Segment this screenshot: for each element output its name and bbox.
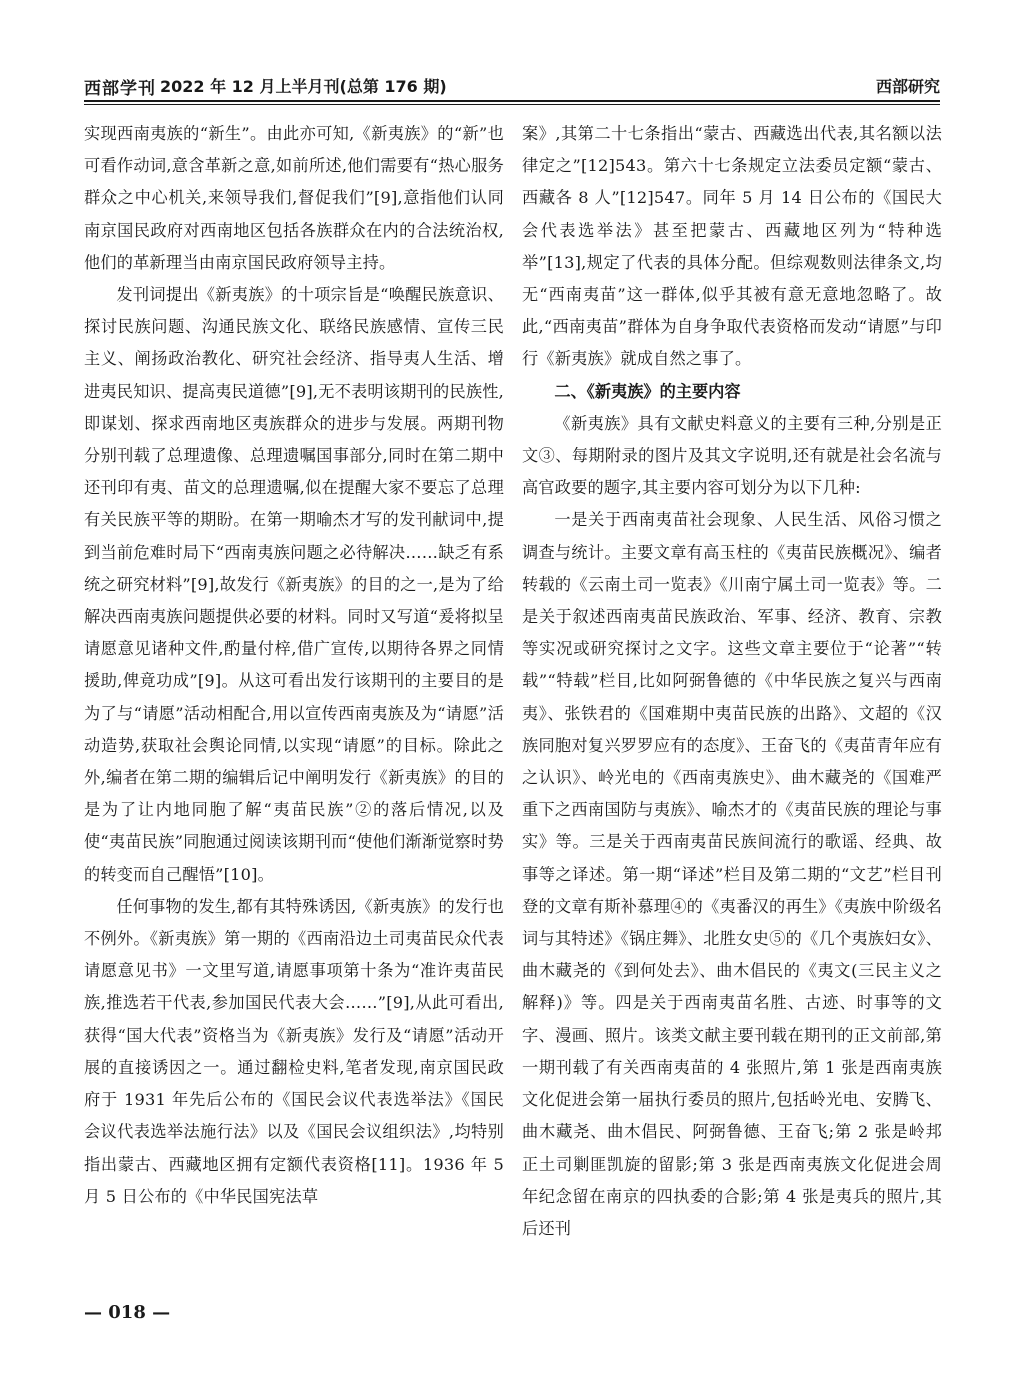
header-rule-thick	[84, 100, 940, 102]
paragraph: 《新夷族》具有文献史料意义的主要有三种,分别是正文③、每期附录的图片及其文字说明,还有就是社会名流与高官政要的题字,其主要内容可划分为以下几种:	[522, 413, 942, 498]
right-column	[522, 118, 942, 1278]
section-name: 西部研究	[875, 77, 940, 96]
journal-logo: 西部学刊	[84, 79, 156, 99]
running-header	[84, 72, 940, 98]
paragraph: 实现西南夷族的“新生”。由此亦可知,《新夷族》的“新”也可看作动词,意含革新之意,如前所述,他们需要有“热心服务群众之中心机关,来领导我们,督促我们”[9],意指他们认同南京国民政府对西南地区包括各族群众在内的合法统治权,他们的革新理当由南京国民政府领导主持。	[84, 124, 504, 272]
left-column	[84, 118, 504, 1278]
paragraph: 一是关于西南夷苗社会现象、人民生活、风俗习惯之调查与统计。主要文章有高玉柱的《夷苗民族概况》、编者转载的《云南土司一览表》《川南宁属土司一览表》等。二是关于叙述西南夷苗民族政治、军事、经济、教育、宗教等实况或研究探讨之文字。这些文章主要位于“论著”“转载”“特载”栏目,比如阿弼鲁德的《中华民族之复兴与西南夷》、张铁君的《国难期中夷苗民族的出路》、文超的《汉族同胞对复兴罗罗应有的态度》、王奋飞的《夷苗青年应有之认识》、岭光电的《西南夷族史》、曲木藏尧的《国难严重下之西南国防与夷族》、喻杰才的《夷苗民族的理论与事实》等。三是关于西南夷苗民族间流行的歌谣、经典、故事等之译述。第一期“译述”栏目及第二期的“文艺”栏目刊登的文章有斯补慕理④的《夷番汉的再生》《夷族中阶级名词与其特述》《锅庄舞》、北胜女史⑤的《几个夷族妇女》、曲木藏尧的《到何处去》、曲木倡民的《夷文(三民主义之解释)》等。四是关于西南夷苗名胜、古迹、时事等的文字、漫画、照片。该类文献主要刊载在期刊的正文前部,第一期刊载了有关西南夷苗的 4 张照片,第 1 张是西南夷族文化促进会第一届执行委员的照片,包括岭光电、安腾飞、曲木藏尧、曲木倡民、阿弼鲁德、王奋飞;第 2 张是岭邦正土司剿匪凯旋的留影;第 3 张是西南夷族文化促进会周年纪念留在南京的四执委的合影;第 4 张是夷兵的照片,其后还刊	[522, 510, 942, 1238]
page-number: — 018 —	[84, 1302, 171, 1323]
paragraph: 发刊词提出《新夷族》的十项宗旨是“唤醒民族意识、探讨民族问题、沟通民族文化、联络民族感情、宣传三民主义、阐扬政治教化、研究社会经济、指导夷人生活、增进夷民知识、提高夷民道德”[9],无不表明该期刊的民族性,即谋划、探求西南地区夷族群众的进步与发展。两期刊物分别刊载了总理遗像、总理遗嘱国事部分,同时在第二期中还刊印有夷、苗文的总理遗嘱,似在提醒大家不要忘了总理有关民族平等的期盼。在第一期喻杰才写的发刊献词中,提到当前危难时局下“西南夷族问题之必待解决……缺乏有系统之研究材料”[9],故发行《新夷族》的目的之一,是为了给解决西南夷族问题提供必要的材料。同时又写道“爰将拟呈请愿意见诸种文件,酌量付梓,借广宣传,以期待各界之同情援助,俾竟功成”[9]。从这可看出发行该期刊的主要目的是为了与“请愿”活动相配合,用以宣传西南夷族及为“请愿”活动造势,获取社会舆论同情,以实现“请愿”的目标。除此之外,编者在第二期的编辑后记中阐明发行《新夷族》的目的是为了让内地同胞了解“夷苗民族”②的落后情况,以及使“夷苗民族”同胞通过阅读该期刊而“使他们渐渐觉察时势的转变而自己醒悟”[10]。	[84, 285, 504, 884]
issue-info: 2022 年 12 月上半月刊(总第 176 期)	[160, 77, 447, 96]
section-heading: 二、《新夷族》的主要内容	[554, 381, 741, 401]
paragraph: 任何事物的发生,都有其特殊诱因,《新夷族》的发行也不例外。《新夷族》第一期的《西南沿边土司夷苗民众代表请愿意见书》一文里写道,请愿事项第十条为“准许夷苗民族,推选若干代表,参加国民代表大会……”[9],从此可看出,获得“国大代表”资格当为《新夷族》发行及“请愿”活动开展的直接诱因之一。通过翻检史料,笔者发现,南京国民政府于 1931 年先后公布的《国民会议代表选举法》《国民会议代表选举法施行法》以及《国民会议组织法》,均特别指出蒙古、西藏地区拥有定额代表资格[11]。1936 年 5 月 5 日公布的《中华民国宪法草	[84, 896, 504, 1206]
paragraph: 案》,其第二十七条指出“蒙古、西藏选出代表,其名额以法律定之”[12]543。第六十七条规定立法委员定额“蒙古、西藏各 8 人”[12]547。同年 5 月 14 日公布的《国民大会代表选举法》甚至把蒙古、西藏地区列为“特种选举”[13],规定了代表的具体分配。但综观数则法律条文,均无“西南夷苗”这一群体,似乎其被有意无意地忽略了。故此,“西南夷苗”群体为自身争取代表资格而发动“请愿”与印行《新夷族》就成自然之事了。	[522, 124, 942, 369]
header-rule-thin	[84, 104, 940, 105]
